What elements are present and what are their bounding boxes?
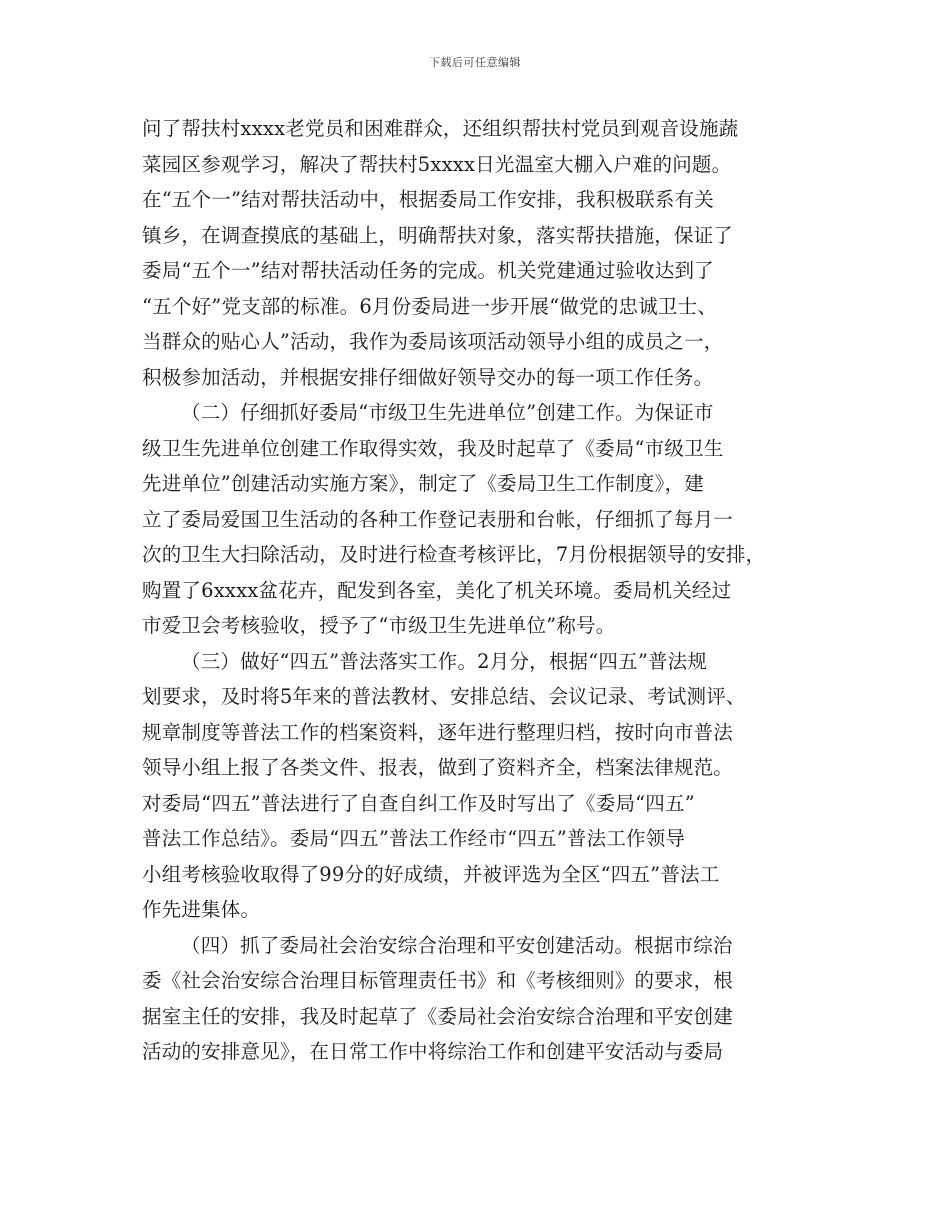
section-heading-line: （二）仔细抓好委局“市级卫生先进单位”创建工作。为保证市 [181, 401, 714, 424]
section-heading-line: （四）抓了委局社会治安综合治理和平安创建活动。根据市综治 [181, 933, 733, 957]
text-line: 市爱卫会考核验收，授予了“市级卫生先进单位”称号。 [142, 614, 616, 637]
text-line: 小组考核验收取得了99分的好成绩，并被评选为全区“四五”普法工 [142, 862, 720, 886]
text-line: 镇乡，在调查摸底的基础上，明确帮扶对象，落实帮扶措施，保证了 [142, 223, 734, 247]
text-line: 普法工作总结》。委局“四五”普法工作经市“四五”普法工作领导 [142, 827, 686, 850]
text-line: 次的卫生大扫除活动，及时进行检查考核评比，7月份根据领导的安排， [142, 543, 766, 566]
text-line: 活动的安排意见》，在日常工作中将综治工作和创建平安活动与委局 [142, 1040, 724, 1063]
text-line: “五个好”党支部的标准。6月份委局进一步开展“做党的忠诚卫士、 [142, 294, 718, 318]
text-line: 在“五个一”结对帮扶活动中，根据委局工作安排，我积极联系有关 [142, 188, 714, 211]
text-line: 规章制度等普法工作的档案资料，逐年进行整理归档，按时向市普法 [142, 720, 734, 744]
text-line: 委局“五个一”结对帮扶活动任务的完成。机关党建通过验收达到了 [142, 259, 714, 282]
text-line: 对委局“四五”普法进行了自查自纠工作及时写出了《委局“四五” [142, 791, 695, 815]
document-body [142, 111, 832, 1070]
text-line: 立了委局爱国卫生活动的各种工作登记表册和台帐，仔细抓了每月一 [142, 507, 734, 531]
text-line: 划要求，及时将5年来的普法教材、安排总结、会议记录、考试测评、 [142, 685, 746, 708]
text-line: 作先进集体。 [142, 898, 261, 921]
section-heading-line: （三）做好“四五”普法落实工作。2月分，根据“四五”普法规 [181, 649, 708, 673]
text-line: 委《社会治安综合治理目标管理责任书》和《考核细则》的要求，根 [142, 969, 734, 992]
text-line: 级卫生先进单位创建工作取得实效，我及时起草了《委局“市级卫生 [142, 436, 724, 460]
text-line: 购置了6xxxx盆花卉，配发到各室，美化了机关环境。委局机关经过 [142, 578, 732, 602]
page-header: 下载后可任意编辑 [429, 56, 521, 69]
text-line: 先进单位”创建活动实施方案》，制定了《委局卫生工作制度》，建 [142, 472, 704, 495]
text-line: 当群众的贴心人”活动，我作为委局该项活动领导小组的成员之一， [142, 330, 724, 353]
text-line: 菜园区参观学习，解决了帮扶村5xxxx日光温室大棚入户难的问题。 [142, 152, 732, 176]
text-line: 问了帮扶村xxxx老党员和困难群众，还组织帮扶村党员到观音设施蔬 [142, 117, 739, 140]
text-line: 据室主任的安排，我及时起草了《委局社会治安综合治理和平安创建 [142, 1004, 734, 1028]
text-line: 积极参加活动，并根据安排仔细做好领导交办的每一项工作任务。 [142, 365, 714, 389]
text-line: 领导小组上报了各类文件、报表，做到了资料齐全，档案法律规范。 [142, 756, 734, 779]
